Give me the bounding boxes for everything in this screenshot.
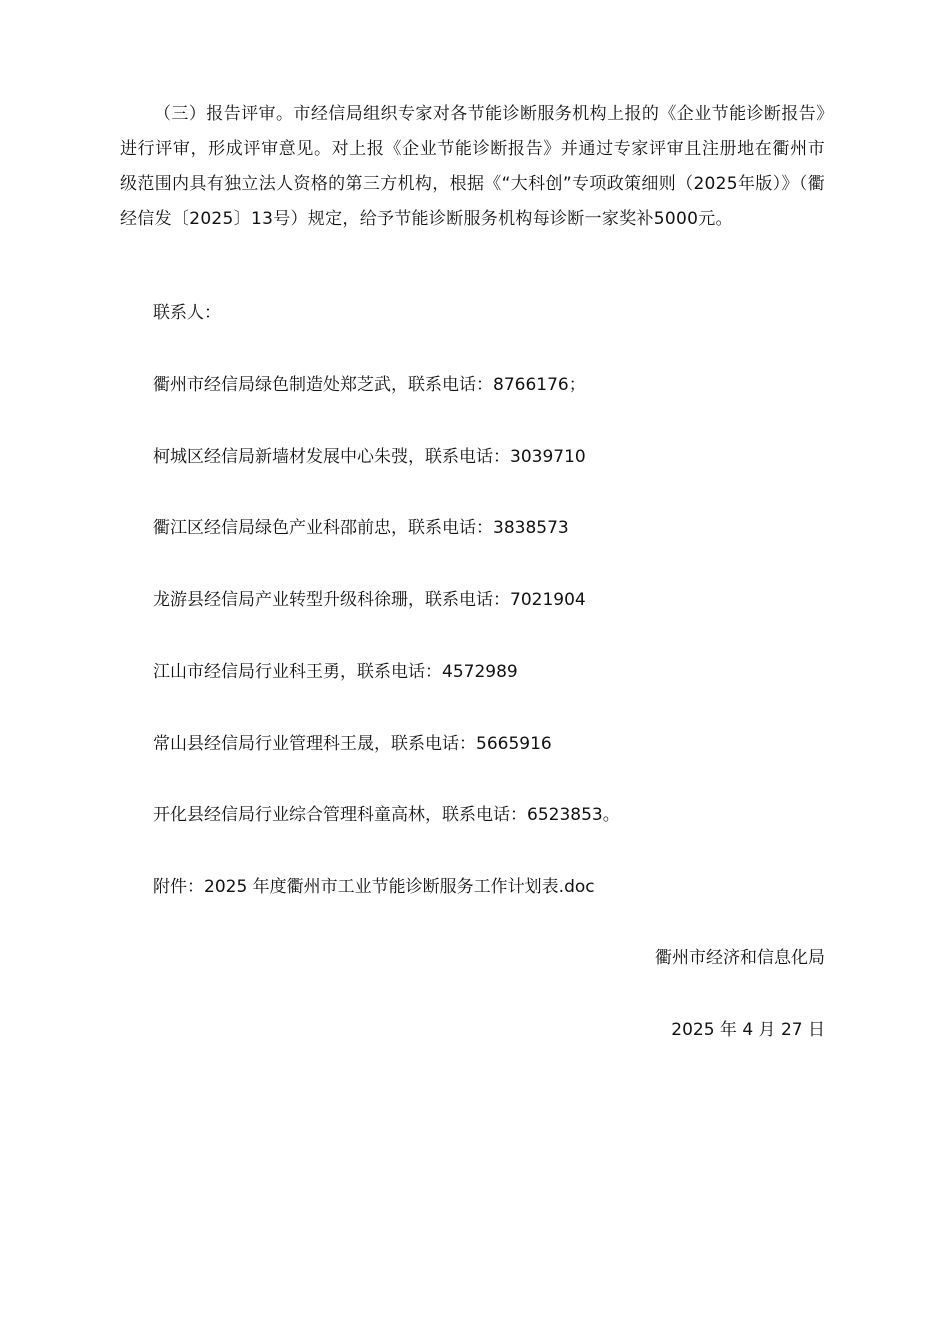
contact-line: 柯城区经信局新墙材发展中心朱弢，联系电话：3039710 xyxy=(153,447,586,467)
signing-organization: 衢州市经济和信息化局 xyxy=(655,948,825,968)
contact-line: 江山市经信局行业科王勇，联系电话：4572989 xyxy=(153,662,518,682)
review-paragraph: （三）报告评审。市经信局组织专家对各节能诊断服务机构上报的《企业节能诊断报告》进行评审，形成评审意见。对上报《企业节能诊断报告》并通过专家评审且注册地在衢州市级范围内具有独立法人资格的第三方机构，根据《“大科创”专项政策细则（2025年版）》（衢经信发〔2025〕13号）规定，给予节能诊断服务机构每诊断一家奖补5000元。 xyxy=(120,104,825,229)
contacts-heading: 联系人： xyxy=(153,303,221,323)
contact-line: 龙游县经信局产业转型升级科徐珊，联系电话：7021904 xyxy=(153,590,586,610)
contact-line: 常山县经信局行业管理科王晟，联系电话：5665916 xyxy=(153,734,552,754)
attachment-line: 附件：2025 年度衢州市工业节能诊断服务工作计划表.doc xyxy=(153,877,595,897)
signing-date: 2025 年 4 月 27 日 xyxy=(671,1020,825,1040)
contact-line: 衢州市经信局绿色制造处郑芝武，联系电话：8766176； xyxy=(153,375,586,395)
contact-line: 开化县经信局行业综合管理科童高林，联系电话：6523853。 xyxy=(153,805,620,825)
contact-line: 衢江区经信局绿色产业科邵前忠，联系电话：3838573 xyxy=(153,518,569,538)
